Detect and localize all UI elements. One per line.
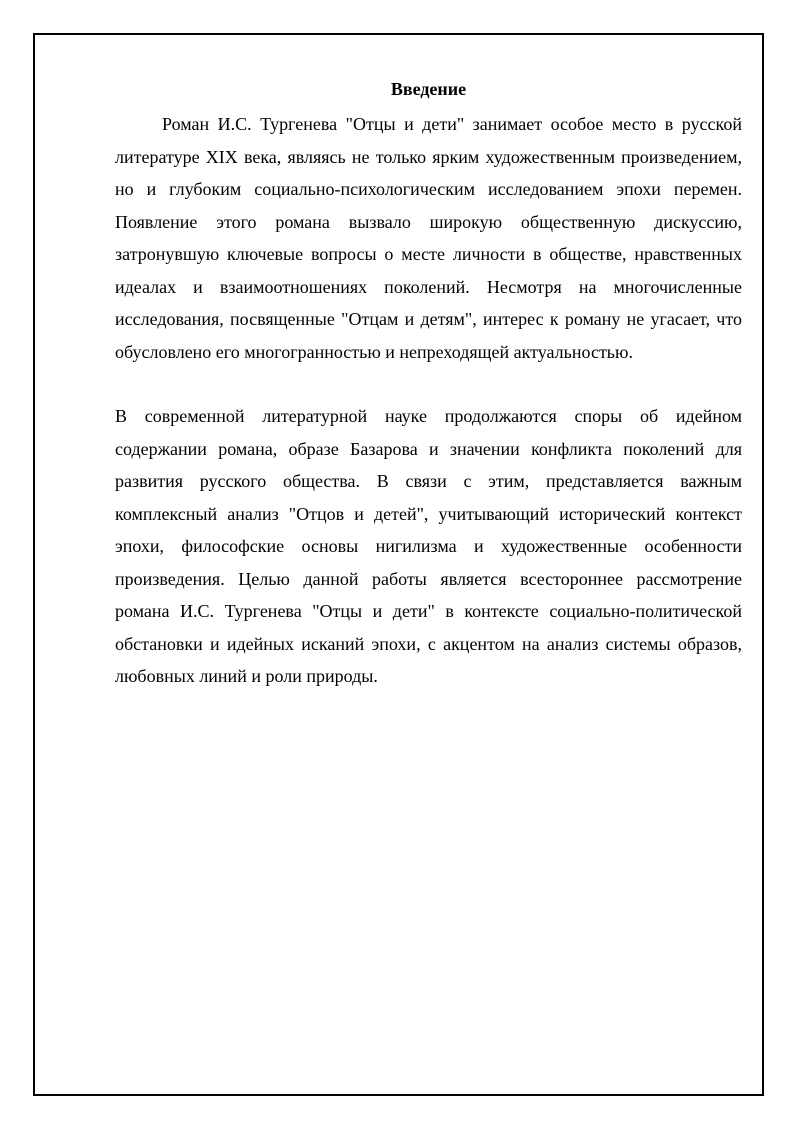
paragraph-1: Роман И.С. Тургенева "Отцы и дети" занимает особое место в русской литературе XIX века, являясь не только ярким художественным произведением, но и глубоким социально-психологическим исследованием эпохи перемен. Появление этого романа вызвало широкую общественную дискуссию, затронувшую ключевые вопросы о месте личности в обществе, нравственных идеалах и взаимоотношениях поколений. Несмотря на многочисленные исследования, посвященные "Отцам и детям", интерес к роману не угасает, что обусловлено его многогранностью и непреходящей актуальностью. — [115, 114, 742, 362]
document-body — [115, 76, 742, 693]
paragraph-2: В современной литературной науке продолжаются споры об идейном содержании романа, образе Базарова и значении конфликта поколений для развития русского общества. В связи с этим, представляется важным комплексный анализ "Отцов и детей", учитывающий исторический контекст эпохи, философские основы нигилизма и художественные особенности произведения. Целью данной работы является всестороннее рассмотрение романа И.С. Тургенева "Отцы и дети" в контексте социально-политической обстановки и идейных исканий эпохи, с акцентом на анализ системы образов, любовных линий и роли природы. — [115, 406, 742, 686]
document-heading: Введение — [390, 79, 467, 99]
